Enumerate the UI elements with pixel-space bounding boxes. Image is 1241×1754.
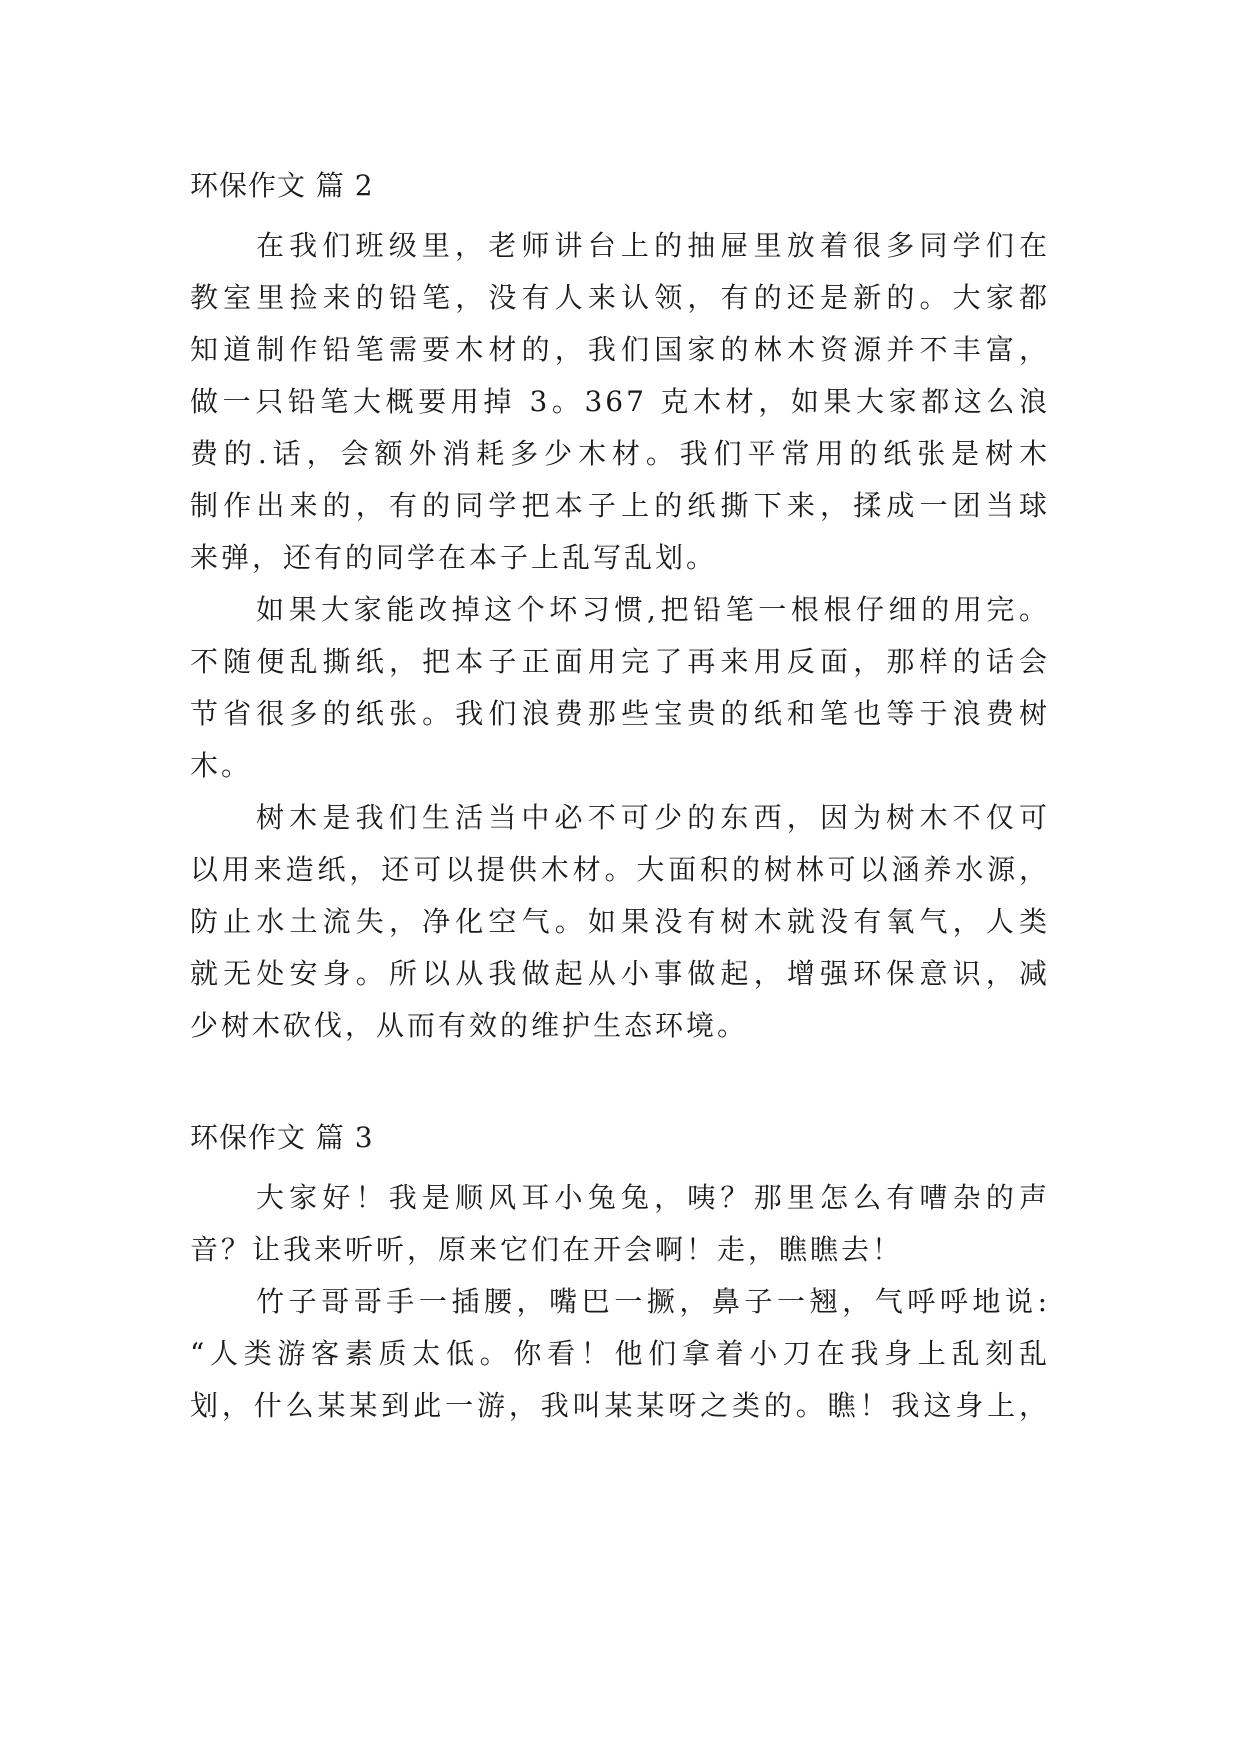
paragraph-line: 木。 — [190, 749, 253, 782]
paragraph-line: 费的.话，会额外消耗多少木材。我们平常用的纸张是树木 — [190, 437, 1050, 470]
paragraph-line: 竹子哥哥手一插腰，嘴巴一撅，鼻子一翘，气呼呼地说: — [256, 1285, 1050, 1318]
section-title: 环保作文 篇 2 — [190, 169, 374, 202]
paragraph-line: “人类游客素质太低。你看！他们拿着小刀在我身上乱刻乱 — [190, 1337, 1050, 1370]
paragraph-line: 音？让我来听听，原来它们在开会啊！走，瞧瞧去！ — [190, 1233, 904, 1266]
paragraph-line: 知道制作铅笔需要木材的，我们国家的林木资源并不丰富， — [190, 333, 1050, 366]
section-title: 环保作文 篇 3 — [190, 1121, 374, 1154]
paragraph-line: 节省很多的纸张。我们浪费那些宝贵的纸和笔也等于浪费树 — [190, 697, 1050, 730]
paragraph-line: 大家好！我是顺风耳小兔兔，咦？那里怎么有嘈杂的声 — [256, 1181, 1050, 1214]
paragraph-line: 来弹，还有的同学在本子上乱写乱划。 — [190, 541, 718, 574]
paragraph-line: 就无处安身。所以从我做起从小事做起，增强环保意识，减 — [190, 957, 1050, 990]
paragraph-line: 如果大家能改掉这个坏习惯,把铅笔一根根仔细的用完。 — [256, 593, 1050, 626]
paragraph-line: 树木是我们生活当中必不可少的东西，因为树木不仅可 — [256, 801, 1050, 834]
paragraph-line: 以用来造纸，还可以提供木材。大面积的树林可以涵养水源， — [190, 853, 1050, 886]
paragraph-line: 划，什么某某到此一游，我叫某某呀之类的。瞧！我这身上， — [190, 1389, 1050, 1422]
paragraph-line: 不随便乱撕纸，把本子正面用完了再来用反面，那样的话会 — [190, 645, 1050, 678]
paragraph-line: 少树木砍伐，从而有效的维护生态环境。 — [190, 1009, 749, 1042]
paragraph-line: 教室里捡来的铅笔，没有人来认领，有的还是新的。大家都 — [190, 281, 1050, 314]
paragraph-line: 制作出来的，有的同学把本子上的纸撕下来，揉成一团当球 — [190, 489, 1050, 522]
paragraph-line: 在我们班级里，老师讲台上的抽屉里放着很多同学们在 — [256, 229, 1050, 262]
paragraph-line: 防止水土流失，净化空气。如果没有树木就没有氧气，人类 — [190, 905, 1050, 938]
paragraph-line: 做一只铅笔大概要用掉 3。367 克木材，如果大家都这么浪 — [190, 385, 1050, 418]
